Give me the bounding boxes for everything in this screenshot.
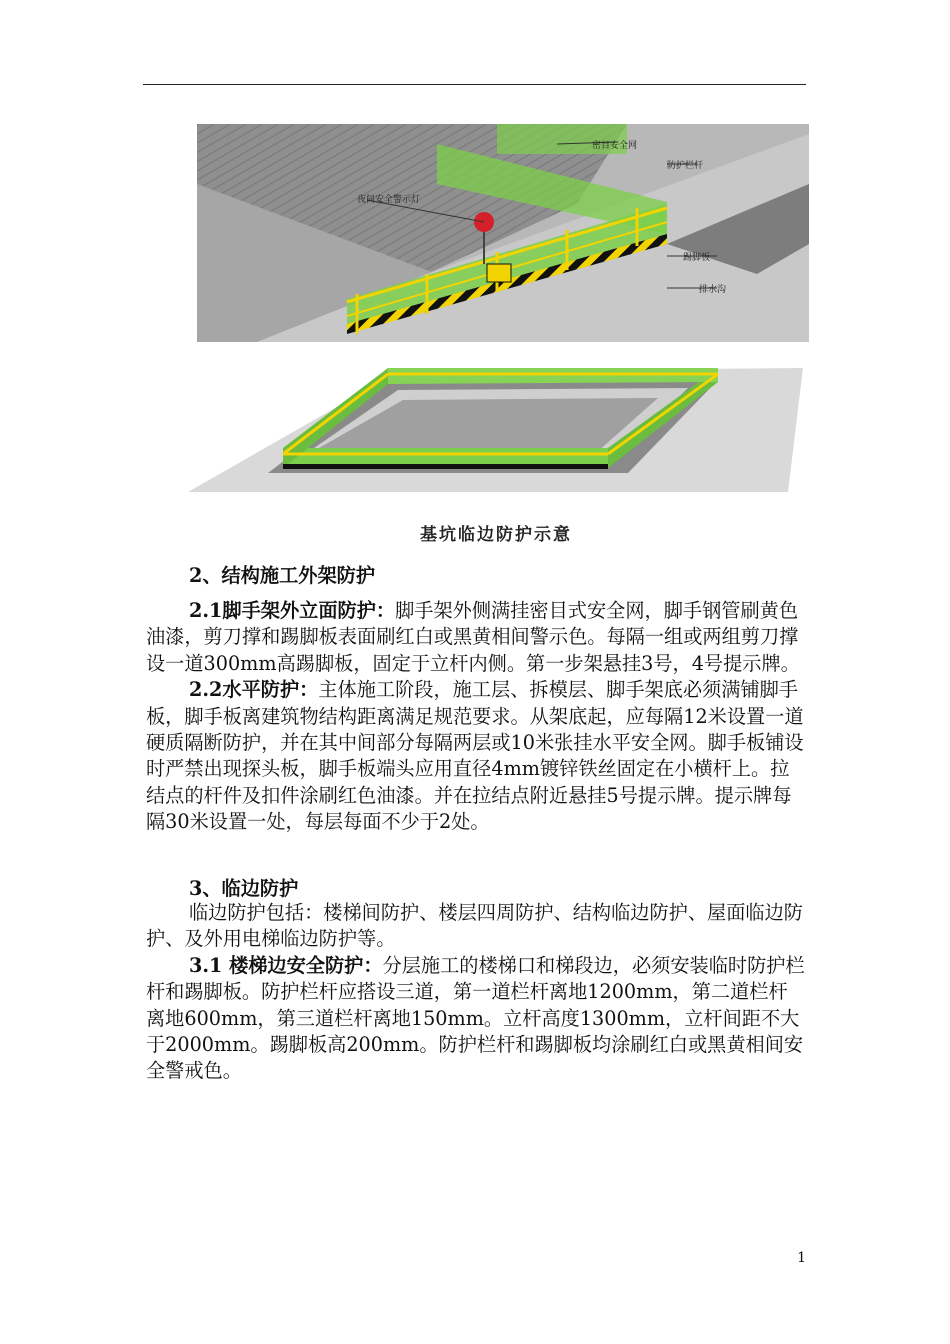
label-drain: 排水沟 (699, 285, 727, 295)
page-number: 1 (797, 1250, 806, 1266)
paragraph-2-1-body: 脚手架外侧满挂密目式安全网，脚手钢管刷黄色油漆，剪刀撑和踢脚板表面刷红白或黑黄相间警示色。每隔一组或两组剪刀撑设一道300mm高踢脚板，固定于立杆内侧。第一步架悬挂3号，4号提示牌。 (146, 599, 800, 675)
pit-edge-illustration-top (197, 124, 809, 342)
paragraph-2-1 (146, 598, 806, 677)
paragraph-2-2-heading: 2.2水平防护： (189, 678, 319, 702)
paragraph-2-2-body: 主体施工阶段，施工层、拆模层、脚手架底必须满铺脚手板，脚手板离建筑物结构距离满足规范要求。从架底起，应每隔12米设置一道硬质隔断防护，并在其中间部分每隔两层或10米张挂水平安全网。脚手板铺设时严禁出现探头板，脚手板端头应用直径4mm镀锌铁丝固定在小横杆上。拉结点的杆件及扣件涂刷红色油漆。并在拉结点附近悬挂5号提示牌。提示牌每隔30米设置一处，每层每面不少于2处。 (146, 678, 804, 834)
pit-edge-illustration-bottom (188, 368, 803, 496)
paragraph-2-2 (146, 677, 806, 835)
paragraph-3: 临边防护包括：楼梯间防护、楼层四周防护、结构临边防护、屋面临边防护、及外用电梯临边防护等。 (146, 901, 803, 951)
header-rule (143, 84, 806, 85)
paragraph-3-1-heading: 3.1 楼梯边安全防护： (189, 953, 383, 977)
label-safety-net: 密目安全网 (592, 141, 638, 151)
label-night-lamp: 夜间安全警示灯 (357, 195, 421, 205)
label-guardrail: 防护栏杆 (667, 161, 704, 171)
label-kickboard: 踢脚板 (683, 253, 711, 263)
warning-sign-icon (487, 264, 511, 282)
section-3-title: 3、临边防护 (189, 877, 299, 900)
paragraph-3-1 (146, 953, 806, 1085)
paragraph-2-1-heading: 2.1脚手架外立面防护： (189, 599, 396, 622)
paragraph-3-1-body: 分层施工的楼梯口和梯段边，必须安装临时防护栏杆和踢脚板。防护栏杆应搭设三道，第一道栏杆离地1200mm，第二道栏杆离地600mm，第三道栏杆离地150mm。立杆高度1300mm，立杆间距不大于2000mm。踢脚板高200mm。防护栏杆和踢脚板均涂刷红白或黑黄相间安全警戒色。 (146, 953, 805, 1083)
section-2-title: 2、结构施工外架防护 (189, 564, 376, 587)
figure-caption: 基坑临边防护示意 (420, 525, 572, 545)
